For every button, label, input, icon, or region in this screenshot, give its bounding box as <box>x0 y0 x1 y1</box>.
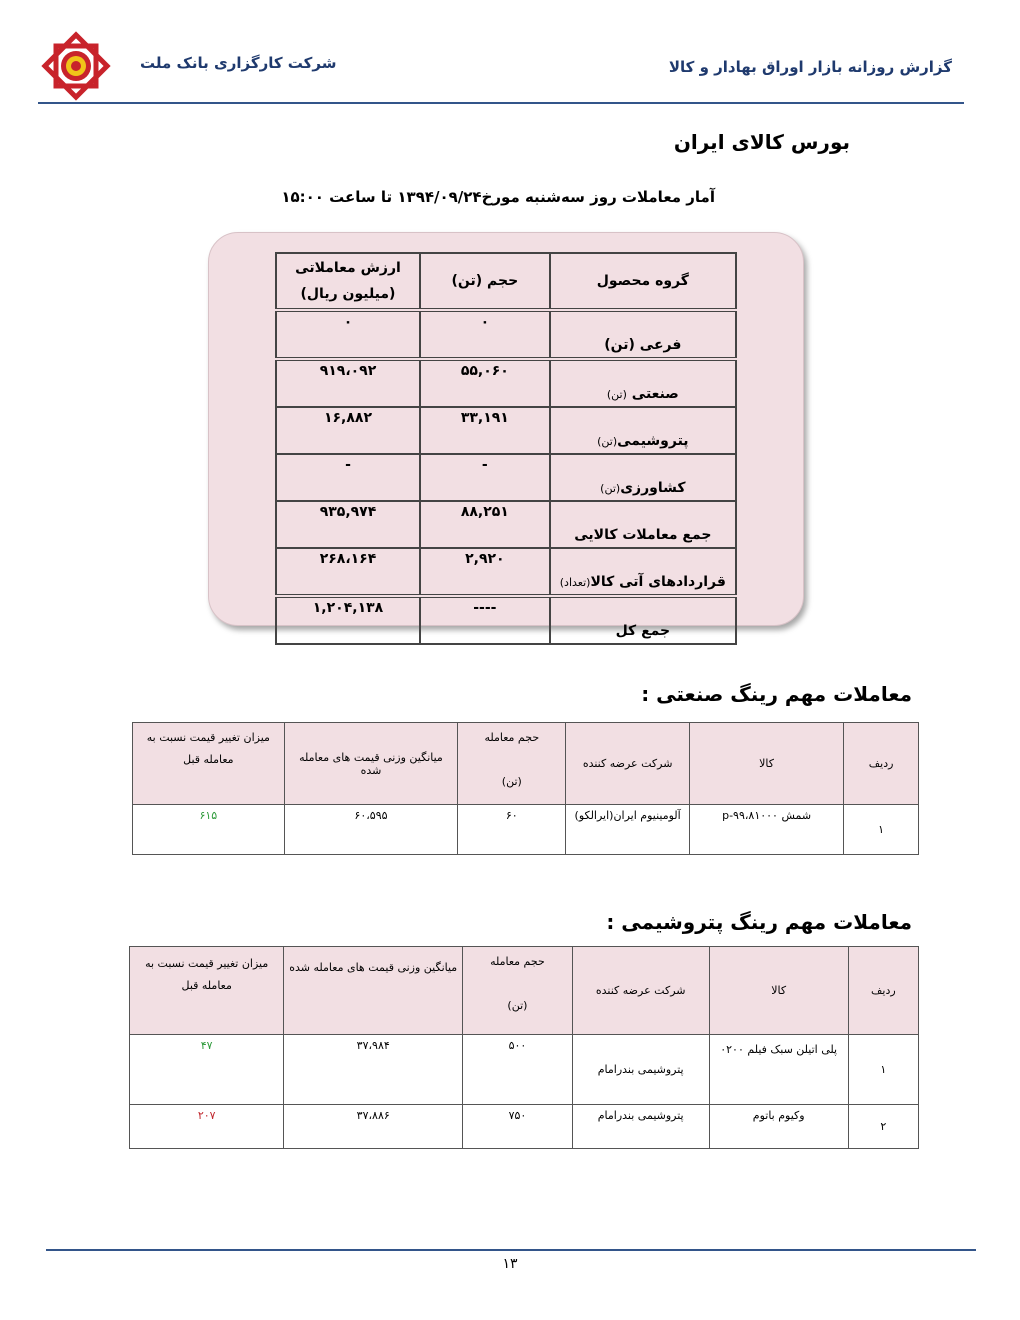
row-no: ۱ <box>844 805 919 855</box>
header-group: گروه محصول <box>550 253 736 310</box>
summary-row <box>276 454 736 501</box>
summary-group: کشاورزی(تن) <box>550 454 736 501</box>
header-change: میزان تغییر قیمت نسبت به معامله قبل <box>130 947 284 1035</box>
bank-mellat-logo <box>40 30 112 102</box>
summary-row <box>276 310 736 359</box>
volume: ۵۰۰ <box>463 1035 573 1105</box>
avg-price: ۳۷،۹۸۴ <box>284 1035 463 1105</box>
industrial-table <box>132 722 919 855</box>
supplier: پتروشیمی بندرامام <box>572 1105 709 1149</box>
summary-volume: ۸۸,۲۵۱ <box>420 501 550 548</box>
summary-volume: - <box>420 454 550 501</box>
price-change: ۴۷ <box>130 1035 284 1105</box>
header-volume: حجم معامله (تن) <box>458 723 566 805</box>
petrochem-heading: معاملات مهم رینگ پتروشیمی : <box>606 910 912 934</box>
volume: ۷۵۰ <box>463 1105 573 1149</box>
header-row-no: ردیف <box>848 947 918 1035</box>
commodity: شمش ۹۹،۸۱۰۰۰-p <box>689 805 843 855</box>
summary-value: ۱۶,۸۸۲ <box>276 407 420 454</box>
summary-row <box>276 548 736 596</box>
summary-total-row <box>276 596 736 644</box>
row-no: ۲ <box>848 1105 918 1149</box>
header-supplier: شرکت عرضه کننده <box>572 947 709 1035</box>
header-avg-price: میانگین وزنی قیمت های معامله شده <box>284 947 463 1035</box>
petrochem-header-row <box>130 947 919 1035</box>
summary-group: پتروشیمی(تن) <box>550 407 736 454</box>
supplier: پتروشیمی بندرامام <box>572 1035 709 1105</box>
summary-value: - <box>276 454 420 501</box>
price-change: ۲۰۷ <box>130 1105 284 1149</box>
header-commodity: کالا <box>709 947 848 1035</box>
report-title: گزارش روزانه بازار اوراق بهادار و کالا <box>668 58 952 76</box>
summary-header-row <box>276 253 736 310</box>
avg-price: ۶۰،۵۹۵ <box>284 805 458 855</box>
summary-value: ۹۳۵,۹۷۴ <box>276 501 420 548</box>
footer-divider <box>46 1249 976 1251</box>
summary-group: صنعتی (تن) <box>550 359 736 407</box>
summary-table <box>275 252 737 645</box>
summary-volume: ۵۵,۰۶۰ <box>420 359 550 407</box>
table-row <box>130 1035 919 1105</box>
commodity: وکیوم باتوم <box>709 1105 848 1149</box>
industrial-heading: معاملات مهم رینگ صنعتی : <box>641 682 912 706</box>
header-row-no: ردیف <box>844 723 919 805</box>
header-change: میزان تغییر قیمت نسبت به معامله قبل <box>133 723 285 805</box>
table-row <box>133 805 919 855</box>
summary-group: فرعی (تن) <box>550 310 736 359</box>
header-commodity: کالا <box>689 723 843 805</box>
summary-row <box>276 359 736 407</box>
industrial-header-row <box>133 723 919 805</box>
header-divider <box>38 102 964 104</box>
header-volume: حجم معامله (تن) <box>463 947 573 1035</box>
page-number: ۱۳ <box>502 1256 518 1272</box>
company-name: شرکت کارگزاری بانک ملت <box>140 54 337 72</box>
volume: ۶۰ <box>458 805 566 855</box>
header-volume: حجم (تن) <box>420 253 550 310</box>
header-value-line2: (میلیون ریال) <box>300 286 396 302</box>
table-row <box>130 1105 919 1149</box>
summary-value: ۹۱۹،۰۹۲ <box>276 359 420 407</box>
page-subtitle: آمار معاملات روز سه‌شنبه مورخ۱۳۹۴/۰۹/۲۴ تا ساعت ۱۵:۰۰ <box>281 188 715 206</box>
header-value-line1: ارزش معاملاتی <box>295 260 401 276</box>
summary-volume: ---- <box>420 596 550 644</box>
row-no: ۱ <box>848 1035 918 1105</box>
summary-group: جمع معاملات کالایی <box>550 501 736 548</box>
summary-group: جمع کل <box>550 596 736 644</box>
avg-price: ۳۷،۸۸۶ <box>284 1105 463 1149</box>
summary-row <box>276 407 736 454</box>
summary-volume: ۰ <box>420 310 550 359</box>
summary-value: ۲۶۸،۱۶۴ <box>276 548 420 596</box>
summary-group: قراردادهای آتی کالا(تعداد) <box>550 548 736 596</box>
price-change: ۶۱۵ <box>133 805 285 855</box>
commodity: پلی اتیلن سبک فیلم ۰۲۰۰ <box>709 1035 848 1105</box>
summary-volume: ۲,۹۲۰ <box>420 548 550 596</box>
summary-value: ۱,۲۰۴,۱۳۸ <box>276 596 420 644</box>
page-title: بورس کالای ایران <box>673 130 850 154</box>
summary-row <box>276 501 736 548</box>
header-avg-price: میانگین وزنی قیمت های معامله شده <box>284 723 458 805</box>
header-supplier: شرکت عرضه کننده <box>566 723 690 805</box>
summary-volume: ۳۳,۱۹۱ <box>420 407 550 454</box>
summary-value: ۰ <box>276 310 420 359</box>
petrochem-table <box>129 946 919 1149</box>
supplier: آلومینیوم ایران(ایرالکو) <box>566 805 690 855</box>
header-value <box>276 253 420 310</box>
